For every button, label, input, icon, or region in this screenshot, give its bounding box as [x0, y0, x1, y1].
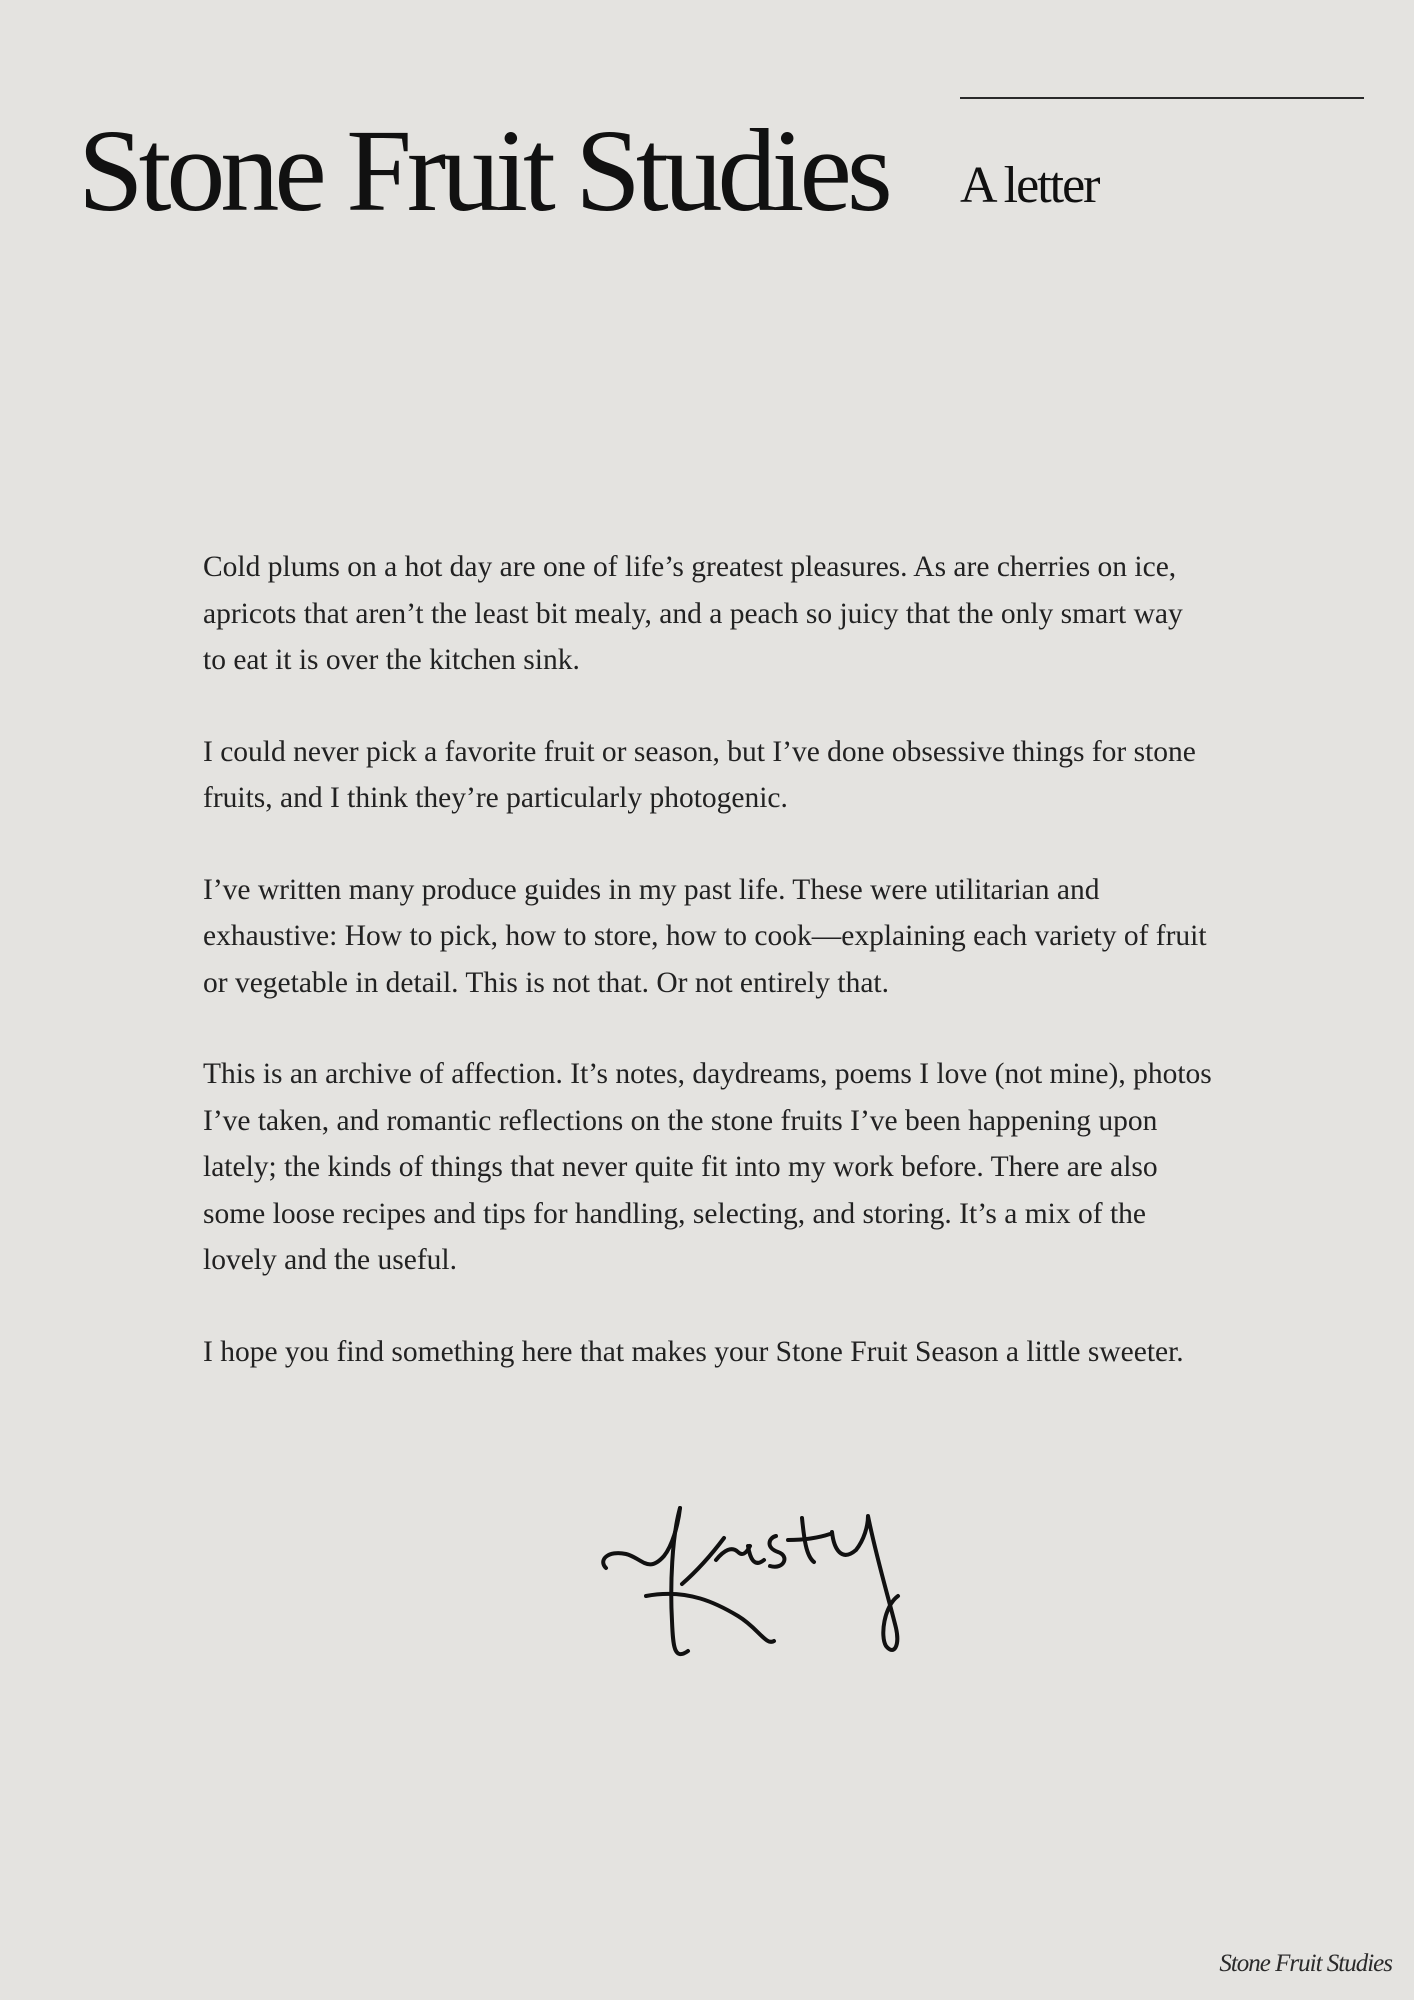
letter-body: [203, 544, 1213, 1420]
page-subtitle: A letter: [960, 157, 1099, 214]
letter-paragraph-4: This is an archive of affection. It’s notes, daydreams, poems I love (not mine), photos I’ve taken, and romantic reflections on the stone fruits I’ve been happening upon lately; the kinds of things that never quite fit into my work before. There are also some loose recipes and tips for handling, selecting, and storing. It’s a mix of the lovely and the useful.: [203, 1058, 1212, 1276]
letter-paragraph-5: I hope you find something here that makes your Stone Fruit Season a little sweeter.: [203, 1335, 1184, 1368]
page-title: Stone Fruit Studies: [78, 105, 888, 236]
letter-paragraph-3: I’ve written many produce guides in my past life. These were utilitarian and exhaustive: How to pick, how to store, how to cook—explaining each variety of fruit or vegetable in detail. This is not that. Or not entirely that.: [203, 873, 1207, 999]
letter-paragraph-1: Cold plums on a hot day are one of life’s greatest pleasures. As are cherries on ice, apricots that aren’t the least bit mealy, and a peach so juicy that the only smart way to eat it is over the kitchen sink.: [203, 551, 1183, 676]
signature-kristy: [598, 1496, 928, 1672]
header-rule: [960, 97, 1364, 99]
letter-paragraph-2: I could never pick a favorite fruit or season, but I’ve done obsessive things for stone fruits, and I think they’re particularly photogenic.: [203, 735, 1196, 814]
footer-running-title: Stone Fruit Studies: [1219, 1950, 1392, 1977]
